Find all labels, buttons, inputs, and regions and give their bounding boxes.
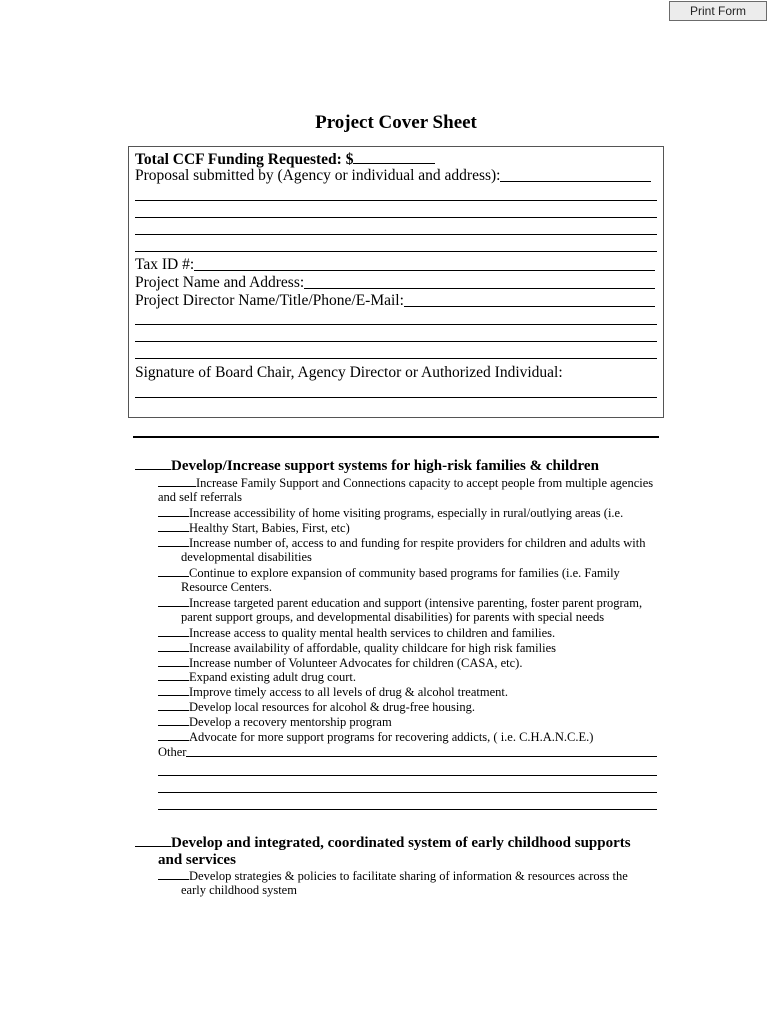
director-label: Project Director Name/Title/Phone/E-Mail:: [135, 292, 404, 309]
taxid-row: [135, 256, 655, 274]
other-row: [158, 745, 657, 760]
item-text: Increase availability of affordable, quality childcare for high risk families: [189, 641, 556, 655]
director-line-2[interactable]: [135, 324, 657, 325]
item-text: Increase access to quality mental health services to children and families.: [189, 626, 556, 640]
item-check-blank[interactable]: [158, 520, 189, 532]
signature-field[interactable]: [135, 397, 657, 398]
taxid-field[interactable]: [194, 270, 655, 271]
other-line-3[interactable]: [158, 792, 657, 793]
section2-heading: [135, 833, 631, 852]
list-item: [158, 669, 668, 685]
item-check-blank[interactable]: [158, 699, 189, 711]
item-check-blank[interactable]: [158, 625, 189, 637]
signature-label: Signature of Board Chair, Agency Director or Authorized Individual:: [135, 364, 563, 381]
item-check-blank[interactable]: [158, 868, 189, 880]
item-text: Develop local resources for alcohol & drug-free housing.: [189, 700, 476, 714]
director-row: [135, 292, 655, 310]
list-item: [158, 868, 668, 884]
item-check-blank[interactable]: [158, 475, 196, 487]
list-item: [158, 684, 668, 700]
list-item: [158, 625, 668, 641]
item-check-blank[interactable]: [158, 714, 189, 726]
item-check-blank[interactable]: [158, 505, 189, 517]
director-line-4[interactable]: [135, 358, 657, 359]
list-item: [158, 640, 668, 656]
item-text: Increase number of Volunteer Advocates for children (CASA, etc).: [189, 656, 523, 670]
item-text: Increase targeted parent education and support (intensive parenting, foster parent program,: [189, 596, 643, 610]
item-text: Continue to explore expansion of community based programs for families (i.e. Family: [189, 566, 620, 580]
submitted-field[interactable]: [500, 181, 651, 182]
list-item-cont: Resource Centers.: [181, 580, 272, 594]
list-item: [158, 699, 668, 715]
item-text: Expand existing adult drug court.: [189, 670, 356, 684]
funding-field[interactable]: [353, 149, 435, 164]
item-text: Advocate for more support programs for recovering addicts, ( i.e. C.H.A.N.C.E.): [189, 730, 594, 744]
item-check-blank[interactable]: [158, 684, 189, 696]
item-text: Improve timely access to all levels of drug & alcohol treatment.: [189, 685, 508, 699]
other-line-4[interactable]: [158, 809, 657, 810]
list-item: [158, 595, 668, 611]
item-check-blank[interactable]: [158, 595, 189, 607]
other-label: Other: [158, 745, 187, 759]
other-line-2[interactable]: [158, 775, 657, 776]
funding-row: [135, 149, 657, 167]
project-name-label: Project Name and Address:: [135, 274, 305, 291]
item-text: Increase number of, access to and funding for respite providers for children and adults with: [189, 536, 646, 550]
section1-title: Develop/Increase support systems for high-risk families & children: [171, 458, 599, 474]
submitted-label: Proposal submitted by (Agency or individual and address):: [135, 167, 501, 184]
submitted-line-5[interactable]: [135, 251, 657, 252]
list-item-cont: parent support groups, and developmental disabilities) for parents with special needs: [181, 610, 605, 624]
list-item: [158, 714, 668, 730]
print-form-button[interactable]: Print Form: [669, 1, 767, 21]
item-text: Healthy Start, Babies, First, etc): [189, 521, 350, 535]
list-item-cont: developmental disabilities: [181, 550, 312, 564]
submitted-row: [135, 167, 651, 185]
submitted-line-2[interactable]: [135, 200, 657, 201]
item-text: Increase Family Support and Connections capacity to accept people from multiple agencies: [196, 476, 654, 490]
section1-check-blank[interactable]: [135, 456, 171, 470]
list-item: [158, 565, 668, 581]
list-item: [158, 729, 668, 745]
list-item-cont: and self referrals: [158, 490, 242, 504]
taxid-label: Tax ID #:: [135, 256, 195, 273]
submitted-line-3[interactable]: [135, 217, 657, 218]
item-check-blank[interactable]: [158, 535, 189, 547]
project-name-row: [135, 274, 655, 292]
list-item: [158, 520, 668, 536]
other-field[interactable]: [186, 756, 657, 757]
list-item: [158, 505, 668, 521]
item-check-blank[interactable]: [158, 729, 189, 741]
section1-heading: [135, 456, 599, 475]
director-line-3[interactable]: [135, 341, 657, 342]
funding-label: Total CCF Funding Requested: $: [135, 151, 354, 168]
submitted-line-4[interactable]: [135, 234, 657, 235]
section2-check-blank[interactable]: [135, 833, 171, 847]
page-title: Project Cover Sheet: [315, 112, 477, 133]
item-check-blank[interactable]: [158, 565, 189, 577]
section-divider: [133, 436, 659, 438]
project-name-field[interactable]: [304, 288, 655, 289]
list-item: [158, 535, 668, 551]
item-text: Increase accessibility of home visiting programs, especially in rural/outlying areas (i.e.: [189, 506, 624, 520]
item-check-blank[interactable]: [158, 669, 189, 681]
section2-title: Develop and integrated, coordinated system of early childhood supports: [171, 835, 631, 851]
item-text: Develop strategies & policies to facilitate sharing of information & resources across the: [189, 869, 628, 883]
director-field[interactable]: [404, 306, 655, 307]
section2-title-cont: and services: [158, 852, 236, 868]
item-check-blank[interactable]: [158, 640, 189, 652]
list-item: [158, 475, 668, 491]
item-text: Develop a recovery mentorship program: [189, 715, 392, 729]
list-item-cont: early childhood system: [181, 883, 297, 897]
item-check-blank[interactable]: [158, 655, 189, 667]
